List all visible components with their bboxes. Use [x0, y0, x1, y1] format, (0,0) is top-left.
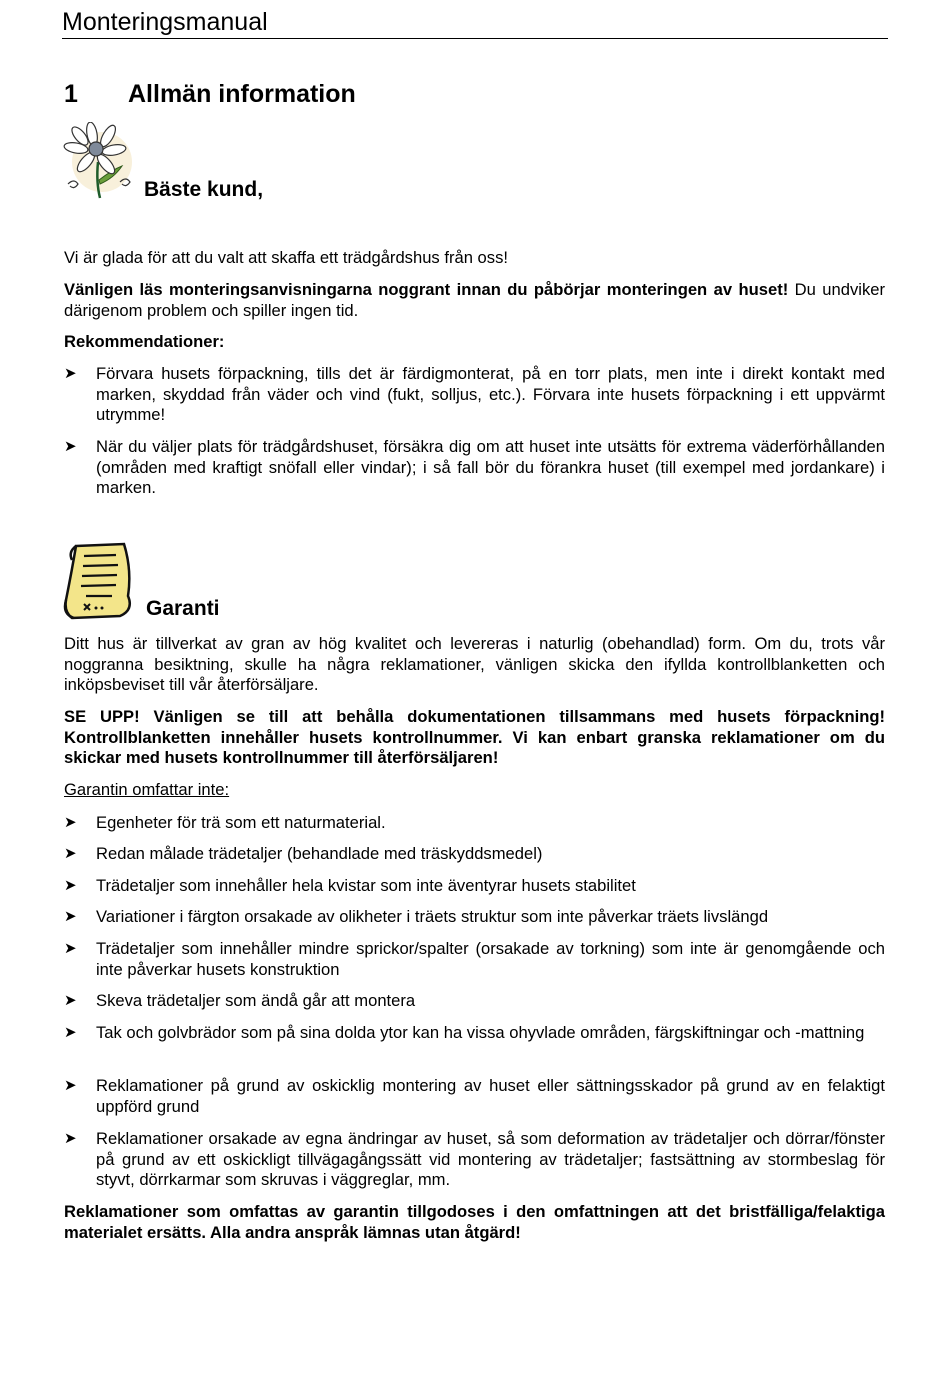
list-item: [64, 1076, 885, 1117]
exclusions-heading: Garantin omfattar inte:: [64, 780, 230, 799]
arrow-bullet-icon: ➤: [64, 438, 77, 455]
list-item: [64, 364, 885, 426]
arrow-bullet-icon: ➤: [64, 940, 77, 957]
list-item-text: Trädetaljer som innehåller mindre sprickor/spalter (orsakade av torkning) som inte är genomgående och inte påverkar husets konstruktion: [96, 939, 885, 979]
instruction-rest: Du undviker därigenom problem och spiller ingen tid.: [64, 280, 885, 320]
warranty-paragraph: Ditt hus är tillverkat av gran av hög kvalitet och levereras i naturlig (obehandlad) form. Om du, trots vår noggranna besiktning, skulle ha några reklamationer, vänligen skicka den ifyllda kontrollblanketten och inköpsbeviset till vår återförsäljare.: [64, 634, 885, 695]
list-item: [64, 844, 885, 865]
arrow-bullet-icon: ➤: [64, 992, 77, 1009]
chapter-number: 1: [64, 80, 78, 108]
list-item: [64, 939, 885, 980]
page-header: [62, 6, 888, 39]
list-item: [64, 813, 885, 834]
list-item-text: Reklamationer på grund av oskicklig montering av huset eller sättningsskador på grund av en felaktigt uppförd grund: [96, 1076, 885, 1116]
instruction-bold: Vänligen läs monteringsanvisningarna noggrant innan du påbörjar monteringen av huset!: [64, 280, 789, 299]
arrow-bullet-icon: ➤: [64, 365, 77, 382]
list-item-text: Förvara husets förpackning, tills det är färdigmonterat, på en torr plats, men inte i direkt kontakt med marken, skyddad från väder och vind (fukt, solljus, etc.). Förvara inte husets förpackning i ett uppvärmt utrymme!: [96, 364, 885, 425]
instruction-paragraph: [64, 280, 885, 321]
warranty-closing: Reklamationer som omfattas av garantin tillgodoses i den omfattningen att det bristfälliga/felaktiga materialet ersätts. Alla andra anspråk lämnas utan åtgärd!: [64, 1202, 885, 1242]
list-item: [64, 991, 885, 1012]
arrow-bullet-icon: ➤: [64, 814, 77, 831]
list-item: [64, 1023, 885, 1044]
arrow-bullet-icon: ➤: [64, 1077, 77, 1094]
daisy-clipart-icon: [62, 122, 136, 200]
chapter-title: Allmän information: [128, 80, 356, 108]
header-title: Monteringsmanual: [62, 8, 268, 36]
list-item-text: Egenheter för trä som ett naturmaterial.: [96, 813, 386, 832]
arrow-bullet-icon: ➤: [64, 908, 77, 925]
list-item-text: Variationer i färgton orsakade av olikheter i träets struktur som inte påverkar träets livslängd: [96, 907, 769, 926]
list-item: [64, 907, 885, 928]
recommendations-heading: Rekommendationer:: [64, 332, 225, 351]
list-item: [64, 437, 885, 499]
list-item-text: Tak och golvbrädor som på sina dolda ytor kan ha vissa ohyvlade områden, färgskiftningar och -mattning: [96, 1023, 865, 1042]
arrow-bullet-icon: ➤: [64, 845, 77, 862]
list-item-text: Skeva trädetaljer som ändå går att montera: [96, 991, 416, 1010]
scroll-clipart-icon: [62, 540, 140, 620]
arrow-bullet-icon: ➤: [64, 877, 77, 894]
warranty-warning: SE UPP! Vänligen se till att behålla dokumentationen tillsammans med husets förpackning! Kontrollblanketten innehåller husets kontrollnummer. Vi kan enbart granska reklamationer om du skickar med husets kontrollnummer till återförsäljaren!: [64, 707, 885, 768]
list-item: [64, 1129, 885, 1191]
salutation: Bäste kund,: [144, 178, 264, 201]
chapter-heading: [64, 80, 356, 109]
intro-paragraph: Vi är glada för att du valt att skaffa ett trädgårdshus från oss!: [64, 248, 508, 267]
list-item: [64, 876, 885, 897]
list-item-text: Redan målade trädetaljer (behandlade med träskyddsmedel): [96, 844, 543, 863]
arrow-bullet-icon: ➤: [64, 1130, 77, 1147]
list-item-text: När du väljer plats för trädgårdshuset, försäkra dig om att huset inte utsätts för extrema väderförhållanden (områden med kraftigt snöfall eller vindar); i så fall bör du förankra huset (till exempel med jordankare) i marken.: [96, 437, 885, 498]
list-item-text: Reklamationer orsakade av egna ändringar av huset, så som deformation av trädetaljer och dörrar/fönster på grund av ett oskickligt tillvägagångssätt vid montering av trädetaljer; fastsättning av stormbeslag för styvt, dörrkarmar som skruvas i väggreglar, mm.: [96, 1129, 885, 1190]
warranty-heading: Garanti: [146, 597, 220, 620]
list-item-text: Trädetaljer som innehåller hela kvistar som inte äventyrar husets stabilitet: [96, 876, 636, 895]
arrow-bullet-icon: ➤: [64, 1024, 77, 1041]
